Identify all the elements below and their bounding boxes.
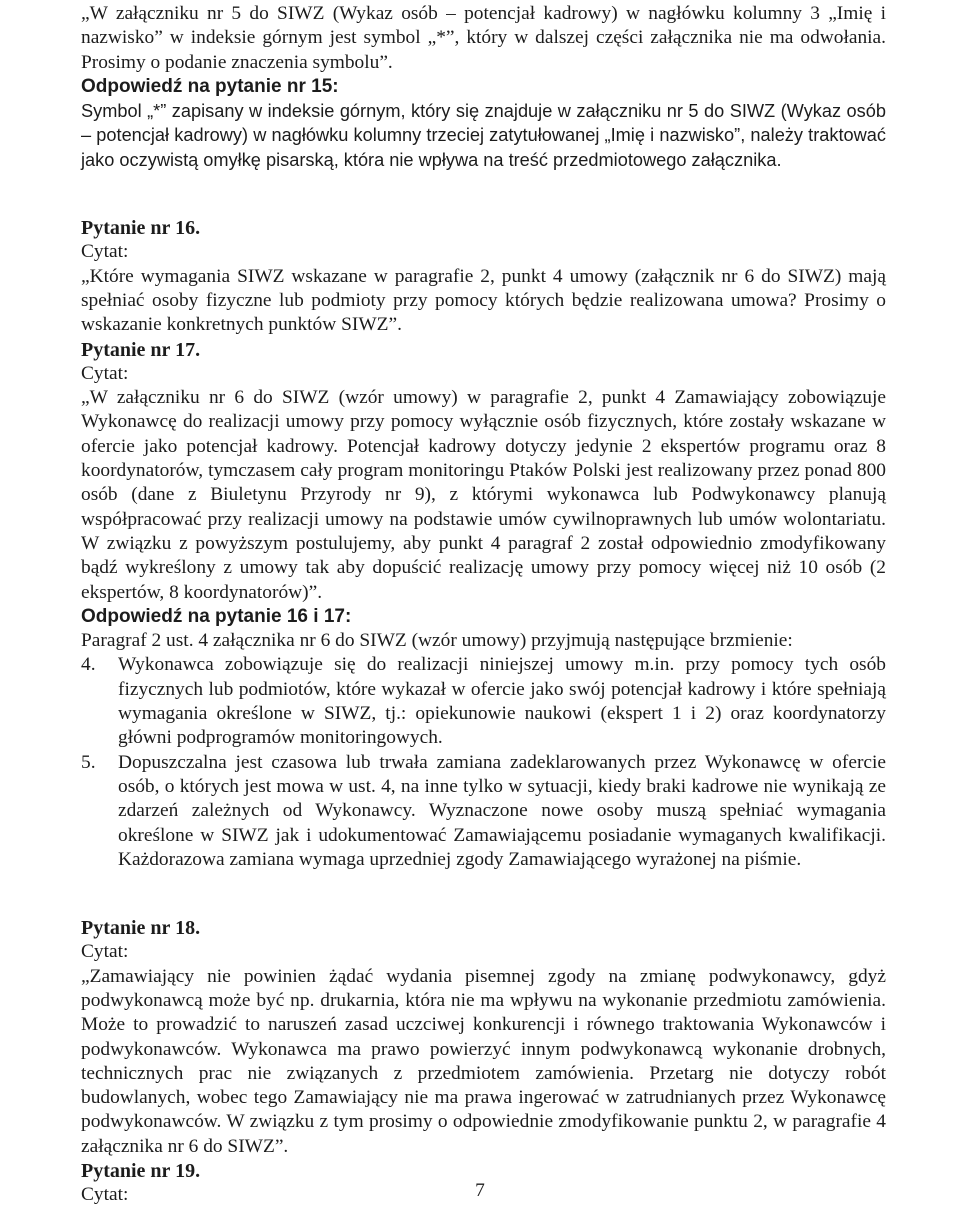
question-18-quote: „Zamawiający nie powinien żądać wydania pisemnej zgody na zmianę podwykonawcy, gdyż podwykonawcą może być np. drukarnia, która nie ma wpływu na wykonanie przedmiotu zamówienia. Może to prowadzić to naruszeń zasad uczciwej konkurencji i równego traktowania Wykonawców i podwykonawców. Wykonawca ma prawo powierzyć innym podwykonawcą wykonanie drobnych, technicznych prac nie związanych z przedmiotem zamówienia. Przetarg nie dotyczy robót budowlanych, wobec tego Zamawiający nie ma prawa ingerować w zatrudnianych przez Wykonawcę podwykonawców. W związku z tym prosimy o odpowiednie zmodyfikowanie punktu 2, w paragrafie 4 załącznika nr 6 do SIWZ”. <box>81 965 886 1157</box>
question-15-quote: „W załączniku nr 5 do SIWZ (Wykaz osób – potencjał kadrowy) w nagłówku kolumny 3 „Imię i nazwisko” w indeksie górnym jest symbol „*”, który w dalszej części załącznika nie ma odwołania. Prosimy o podanie znaczenia symbolu”. <box>81 3 886 73</box>
answer-item-5 <box>81 751 886 872</box>
question-16-quote: „Które wymagania SIWZ wskazane w paragrafie 2, punkt 4 umowy (załącznik nr 6 do SIWZ) mają spełniać osoby fizyczne lub podmioty przy pomocy których będzie realizowana umowa? Prosimy o wskazanie konkretnych punktów SIWZ”. <box>81 265 886 336</box>
question-17-cytat-label: Cytat: <box>81 362 129 384</box>
question-18-heading: Pytanie nr 18. <box>81 917 201 940</box>
answer-16-17-intro: Paragraf 2 ust. 4 załącznika nr 6 do SIWZ (wzór umowy) przyjmują następujące brzmienie: <box>81 630 793 652</box>
item-text: Wykonawca zobowiązuje się do realizacji niniejszej umowy m.in. przy pomocy tych osób fizycznych lub podmiotów, które wykazał w ofercie jako swój potencjał kadrowy i które spełniają wymagania określone w SIWZ, tj.: opiekunowie naukowi (ekspert 1 i 2) oraz koordynatorzy główni podprogramów monitoringowych. <box>118 654 886 749</box>
page-number: 7 <box>475 1180 485 1201</box>
document-page <box>81 2 886 1208</box>
question-19-cytat-label: Cytat: <box>81 1184 129 1206</box>
question-19-heading: Pytanie nr 19. <box>81 1160 201 1183</box>
answer-item-4 <box>81 653 886 750</box>
question-16-heading: Pytanie nr 16. <box>81 217 201 240</box>
item-number: 5. <box>81 751 96 773</box>
question-18-cytat-label: Cytat: <box>81 941 129 963</box>
question-17-quote: „W załączniku nr 6 do SIWZ (wzór umowy) w paragrafie 2, punkt 4 Zamawiający zobowiązuje Wykonawcę do realizacji umowy przy pomocy wyłącznie osób fizycznych, które zostały wskazane w ofercie jako potencjał kadrowy. Potencjał kadrowy dotyczy jedynie 2 ekspertów programu oraz 8 koordynatorów, tymczasem cały program monitoringu Ptaków Polski jest realizowany przez ponad 800 osób (dane z Biuletynu Przyrody nr 9), z którymi wykonawca lub Podwykonawcy planują współpracować przy realizacji umowy na podstawie umów cywilnoprawnych lub umów wolontariatu. W związku z powyższym postulujemy, aby punkt 4 paragraf 2 został odpowiednio zmodyfikowany bądź wykreślony z umowy tak aby dopuścić realizację umowy przy pomocy więcej niż 10 osób (2 ekspertów, 8 koordynatorów)”. <box>81 387 886 603</box>
item-number: 4. <box>81 654 96 676</box>
question-17-heading: Pytanie nr 17. <box>81 338 201 361</box>
answer-16-17-heading: Odpowiedź na pytanie 16 i 17: <box>81 605 352 627</box>
item-text: Dopuszczalna jest czasowa lub trwała zamiana zadeklarowanych przez Wykonawcę w ofercie osób, o których jest mowa w ust. 4, na inne tylko w sytuacji, kiedy braki kadrowe nie wynikają ze zdarzeń zależnych od Wykonawcy. Wyznaczone nowe osoby muszą spełniać wymagania określone w SIWZ jak i udokumentować Zamawiającemu posiadanie wymaganych kwalifikacji. Każdorazowa zamiana wymaga uprzedniej zgody Zamawiającego wyrażonej na piśmie. <box>118 751 886 870</box>
answer-15-text: Symbol „*” zapisany w indeksie górnym, który się znajduje w załączniku nr 5 do SIWZ (Wykaz osób – potencjał kadrowy) w nagłówku kolumny trzeciej zatytułowanej „Imię i nazwisko”, należy traktować jako oczywistą omyłkę pisarską, która nie wpływa na treść przedmiotowego załącznika. <box>81 101 886 170</box>
question-16-cytat-label: Cytat: <box>81 241 129 263</box>
answer-15-heading: Odpowiedź na pytanie nr 15: <box>81 75 339 97</box>
